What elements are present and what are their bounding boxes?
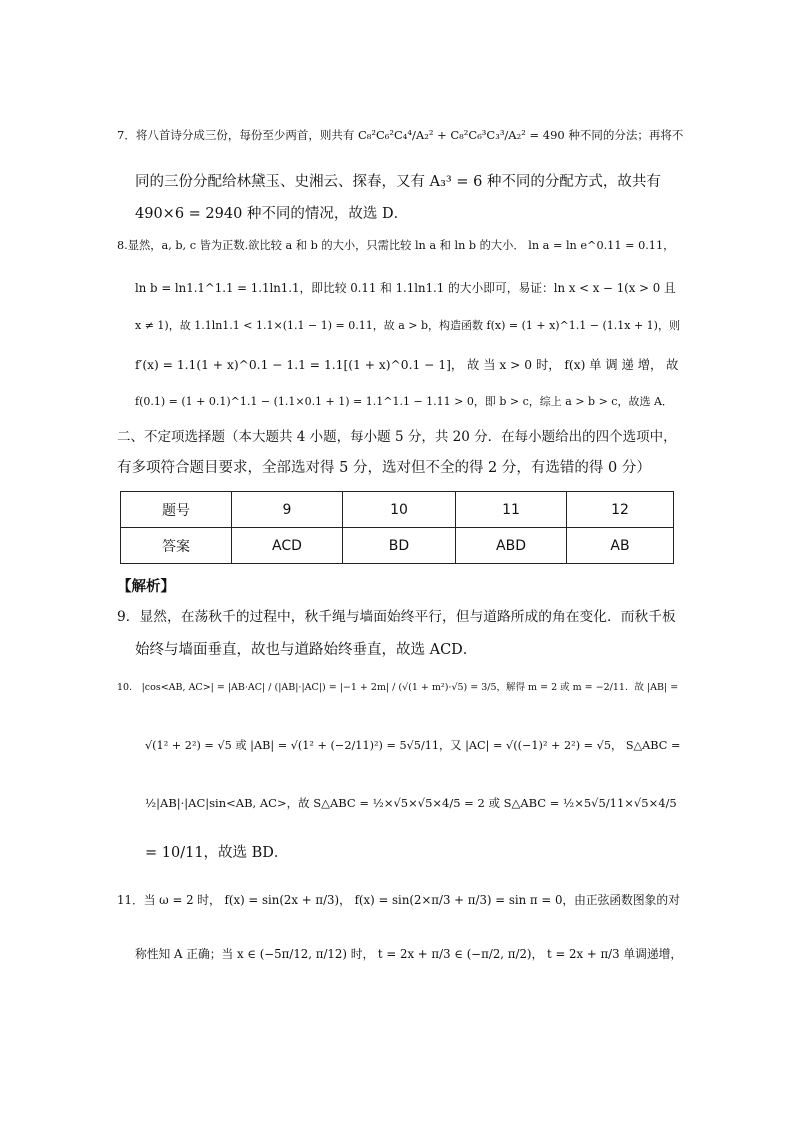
table-cell: 11	[456, 492, 567, 528]
table-row	[121, 492, 674, 528]
q7-line-3: 490×6 = 2940 种不同的情况，故选 D．	[135, 206, 409, 222]
table-cell: BD	[343, 528, 456, 564]
q10-line-3: ½|AB|·|AC|sin<AB, AC>，故 S△ABC = ½×√5×√5×4/5 = 2 或 S△ABC = ½×5√5/11×√5×4/5	[145, 796, 677, 810]
table-cell: ACD	[232, 528, 343, 564]
q8-line-2: ln b = ln1.1^1.1 = 1.1ln1.1，即比较 0.11 和 1.1ln1.1 的大小即可，易证：ln x < x − 1(x > 0 且	[135, 281, 676, 295]
section-2-line-1: 二、不定项选择题（本大题共 4 小题，每小题 5 分，共 20 分．在每小题给出的四个选项中，	[117, 429, 677, 445]
table-cell: 9	[232, 492, 343, 528]
q10-line-4: = 10/11，故选 BD．	[145, 845, 289, 861]
q9-line-1: 9．显然，在荡秋千的过程中，秋千绳与墙面始终平行，但与道路所成的角在变化．而秋千板	[117, 609, 676, 625]
q8-line-5: f(0.1) = (1 + 0.1)^1.1 − (1.1×0.1 + 1) = 1.1^1.1 − 1.11 > 0，即 b > c，综上 a > b > c，故选 A．	[135, 395, 673, 408]
table-cell: 题号	[121, 492, 232, 528]
analysis-title: 【解析】	[117, 578, 175, 595]
q7-line-2: 同的三份分配给林黛玉、史湘云、探春，又有 A₃³ = 6 种不同的分配方式，故共有	[135, 174, 661, 190]
table-cell: 12	[567, 492, 674, 528]
table-cell: ABD	[456, 528, 567, 564]
table-row	[121, 528, 674, 564]
answer-table	[120, 491, 674, 564]
table-cell: 答案	[121, 528, 232, 564]
q8-line-1: 8.显然，a, b, c 皆为正数.欲比较 a 和 b 的大小，只需比较 ln a 和 ln b 的大小． ln a = ln e^0.11 = 0.11，	[117, 239, 675, 252]
q8-line-3: x ≠ 1)，故 1.1ln1.1 < 1.1×(1.1 − 1) = 0.11，故 a > b，构造函数 f(x) = (1 + x)^1.1 − (1.1x + 1)，则	[135, 319, 680, 332]
q7-line-1: 7．将八首诗分成三份，每份至少两首，则共有 C₈²C₆²C₄⁴/A₂² + C₈²C₆³C₃³/A₂² = 490 种不同的分法；再将不	[117, 128, 684, 142]
q10-line-1: 10． |cos<AB, AC>| = |AB·AC| / (|AB|·|AC|) = |−1 + 2m| / (√(1 + m²)·√5) = 3/5，解得 m = 2 或 m = −2/11．故 |AB| =	[117, 682, 679, 693]
q11-line-2: 称性知 A 正确；当 x ∈ (−5π/12, π/12) 时， t = 2x + π/3 ∈ (−π/2, π/2)， t = 2x + π/3 单调递增，	[135, 947, 683, 961]
q8-line-4: f′(x) = 1.1(1 + x)^0.1 − 1.1 = 1.1[(1 + x)^0.1 − 1]， 故 当 x > 0 时， f(x) 单 调 递 增， 故	[135, 358, 679, 372]
q9-line-2: 始终与墙面垂直，故也与道路始终垂直，故选 ACD．	[135, 642, 478, 658]
q11-line-1: 11．当 ω = 2 时， f(x) = sin(2x + π/3)， f(x) = sin(2×π/3 + π/3) = sin π = 0，由正弦函数图象的对	[117, 893, 680, 907]
table-cell: 10	[343, 492, 456, 528]
q10-line-2: √(1² + 2²) = √5 或 |AB| = √(1² + (−2/11)²) = 5√5/11，又 |AC| = √((−1)² + 2²) = √5， S△ABC =	[145, 739, 681, 752]
table-cell: AB	[567, 528, 674, 564]
section-2-line-2: 有多项符合题目要求，全部选对得 5 分，选对但不全的得 2 分，有选错的得 0 分）	[117, 460, 651, 476]
